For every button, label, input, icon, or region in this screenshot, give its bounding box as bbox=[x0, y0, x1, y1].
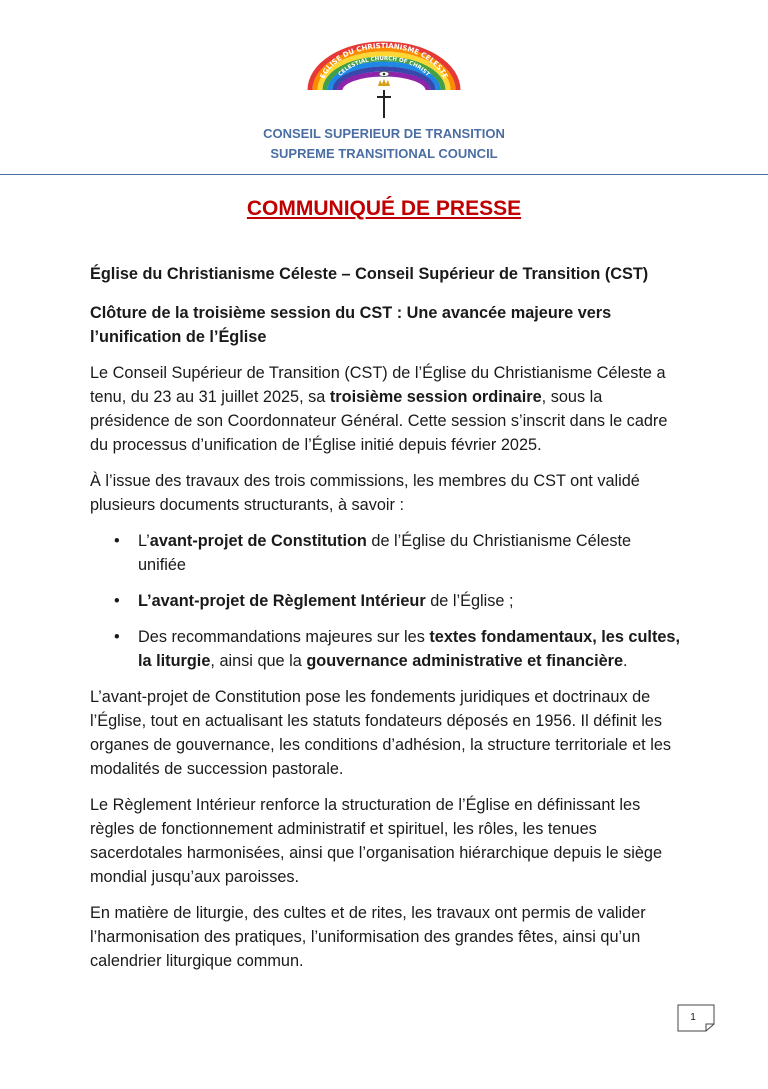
cross-icon bbox=[377, 90, 391, 118]
crown-icon bbox=[378, 79, 390, 86]
document-body bbox=[90, 262, 682, 985]
church-logo bbox=[304, 40, 464, 122]
text-run: Des recommandations majeures sur les bbox=[138, 628, 430, 646]
list-item bbox=[114, 589, 682, 613]
heading-church: Église du Christianisme Céleste – Conseil Supérieur de Transition (CST) bbox=[90, 265, 649, 283]
documents-list bbox=[90, 529, 682, 673]
text-run: de l’Église ; bbox=[425, 592, 514, 610]
bullet-icon: • bbox=[114, 532, 120, 550]
paragraph-reglement: Le Règlement Intérieur renforce la structuration de l’Église en définissant les règles de fonctionnement administratif et spirituel, les rôles, les tenues sacerdotales harmonisées, ainsi que l’organisation hiérarchique depuis le siège mondial jusqu’aux paroisses. bbox=[90, 796, 662, 886]
text-run: L’ bbox=[138, 532, 150, 550]
text-run: , ainsi que la bbox=[210, 652, 307, 670]
logo-arc-text: EGLISE DU CHRISTIANISME CELESTE bbox=[318, 41, 450, 80]
paragraph-constitution: L’avant-projet de Constitution pose les fondements juridiques et doctrinaux de l’Église, tout en actualisant les statuts fondateurs déposés en 1956. Il définit les organes de gouvernance, les conditions d’adhésion, la structure territoriale et les modalités de succession pastorale. bbox=[90, 688, 672, 778]
heading-session: Clôture de la troisième session du CST : Une avancée majeure vers l’unification de l’Église bbox=[90, 304, 612, 346]
header-divider bbox=[0, 174, 768, 175]
paragraph-session bbox=[90, 361, 682, 457]
text-run: . bbox=[623, 652, 628, 670]
paragraph-documents: À l’issue des travaux des trois commissions, les membres du CST ont validé plusieurs documents structurants, à savoir : bbox=[90, 472, 640, 514]
council-name-en: SUPREME TRANSITIONAL COUNCIL bbox=[270, 146, 498, 161]
bold-run: gouvernance administrative et financière bbox=[306, 652, 624, 670]
list-item bbox=[114, 625, 682, 673]
bold-run: textes fondamentaux, les cultes, la liturgie bbox=[138, 628, 681, 670]
logo-arc-subtext: CELESTIAL CHURCH OF CHRIST bbox=[337, 55, 431, 78]
bold-run: troisième session ordinaire bbox=[329, 388, 542, 406]
text-run: , sous la présidence de son Coordonnateur Général. Cette session s’inscrit dans le cadre du processus d’unification de l’Église initié depuis février 2025. bbox=[90, 388, 668, 454]
paragraph-liturgy: En matière de liturgie, des cultes et de rites, les travaux ont permis de valider l’harmonisation des pratiques, l’uniformisation des grandes fêtes, ainsi qu’un calendrier liturgique commun. bbox=[90, 904, 646, 970]
eye-icon bbox=[379, 71, 389, 76]
bold-run: L’avant-projet de Règlement Intérieur bbox=[138, 592, 426, 610]
bullet-icon: • bbox=[114, 592, 120, 610]
text-run: de l’Église du Christianisme Céleste unifiée bbox=[138, 532, 632, 574]
list-item bbox=[114, 529, 682, 577]
text-run: Le Conseil Supérieur de Transition (CST) de l’Église du Christianisme Céleste a tenu, du 23 au 31 juillet 2025, sa bbox=[90, 364, 666, 406]
bold-run: avant-projet de Constitution bbox=[149, 532, 367, 550]
council-name-fr: CONSEIL SUPERIEUR DE TRANSITION bbox=[263, 126, 505, 141]
document-title: COMMUNIQUÉ DE PRESSE bbox=[246, 197, 522, 220]
bullet-icon: • bbox=[114, 628, 120, 646]
page-number: 1 bbox=[690, 1012, 696, 1023]
